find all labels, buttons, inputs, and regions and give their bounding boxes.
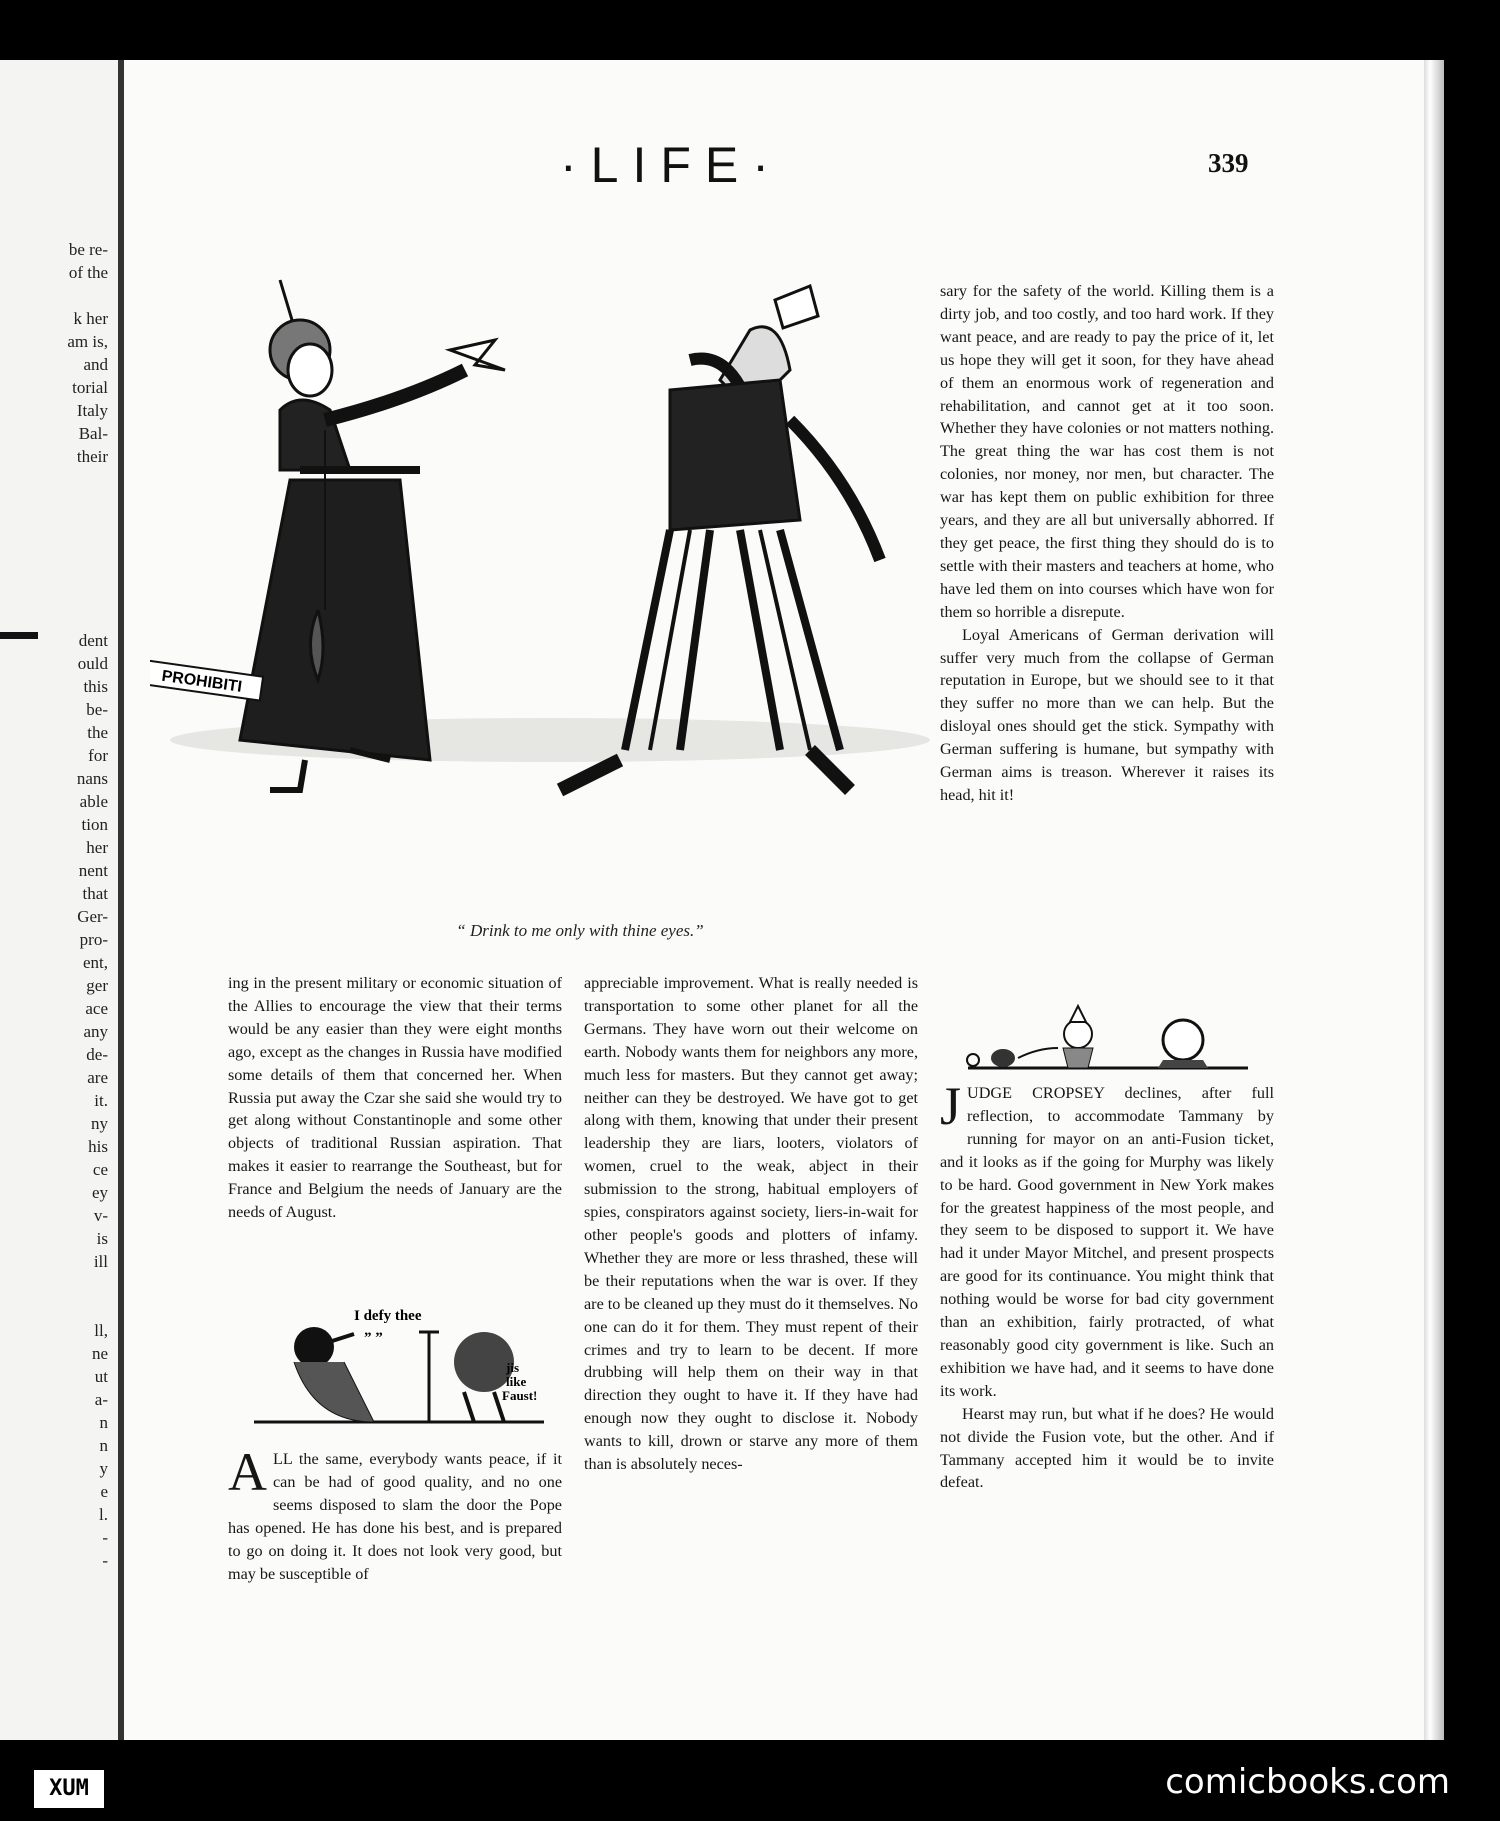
paragraph: Hearst may run, but what if he does? He would not divide the Fusion vote, but the other. And if Tammany accepted him it would be to invite defeat. xyxy=(940,1404,1274,1492)
facing-page-fragment: of the xyxy=(68,263,108,282)
facing-page-fragment: ger xyxy=(86,976,108,995)
paragraph: Loyal Americans of German derivation will suffer very much from the collapse of German reputation in Europe, but we should see to it that they suffer no more than we can help. But the disloyal ones should get the stick. Sympathy with German suffering is humane, but sympathy with German aims is treason. Wherever it raises its head, hit it! xyxy=(940,625,1274,804)
facing-page-fragment: nent xyxy=(78,861,108,880)
facing-page-fragment: ll, xyxy=(94,1321,108,1340)
facing-page-fragment: nans xyxy=(76,769,108,788)
facing-page-fragment: are xyxy=(87,1068,108,1087)
facing-page-fragment: ey xyxy=(91,1183,108,1202)
article-column-1-continued xyxy=(228,1442,562,1585)
archive-stamp: XUM xyxy=(34,1770,104,1808)
crow-figure xyxy=(294,1327,334,1367)
facing-page-fragment: pro- xyxy=(79,930,108,949)
devil-figure xyxy=(454,1332,514,1392)
facing-page-fragment: ill xyxy=(93,1252,108,1271)
facing-page-fragment: ould xyxy=(77,654,108,673)
magazine-title: ·LIFE· xyxy=(560,137,783,193)
paragraph: JUDGE CROPSEY declines, after full reflection, to accommodate Tammany by running for mayor on an anti-Fusion ticket, and it looks as if the going for Murphy was likely to be hard. Good government in New York makes for the greatest happiness of the most people, and they seem to be disposed to support it. We have had it under Mayor Mitchel, and present prospects are good for its continuance. You might think that nothing would be worse for bad city government than an exhibition, fairly protracted, of what reasonably good city government is like. Such an exhibition we have had, and it seems to have done its work. xyxy=(940,1076,1274,1400)
facing-page-fragment: ce xyxy=(92,1160,108,1179)
facing-page-fragment: any xyxy=(83,1022,108,1041)
facing-page-fragment: the xyxy=(87,723,108,742)
prohibition-woman-figure xyxy=(240,280,505,790)
facing-page-fragment: ny xyxy=(91,1114,108,1133)
facing-page-fragment: it. xyxy=(94,1091,108,1110)
vignette-text: Faust! xyxy=(502,1388,538,1403)
cartoon-caption: “ Drink to me only with thine eyes.” xyxy=(456,921,704,940)
facing-page-fragment: be re- xyxy=(68,240,108,259)
article-column-1 xyxy=(228,972,562,1224)
drop-cap: J xyxy=(940,1076,962,1136)
vignette-text: jis xyxy=(506,1360,519,1375)
facing-page-fragment: ent, xyxy=(82,953,108,972)
facing-page-fragment: de- xyxy=(86,1045,108,1064)
paragraph: appreciable improvement. What is really needed is transportation to some other planet for all the Germans. They have worn out their welcome on earth. Nobody wants them for neighbors any more, much less for masters. But they cannot get away; neither can they be destroyed. We have got to get along with them, knowing that under their present leadership they are liars, looters, violators of women, cruel to the weak, abject in their submission to the strong, habitual employers of spies, conspirators against society, liers-in-wait for other people's goods and plotters of infamy. Whether they are more or less thrashed, these will be their reputations when the war is over. If they are to be cleaned up they must do it themselves. No one can do it for them. They must repent of their crimes and try to learn to be decent. If more drubbing will help them on their way in that direction they ought to have it. If they have had enough now they ought to disclose it. Nobody wants to kill, drown or starve any more of them than is absolutely neces- xyxy=(584,974,919,1474)
facing-page-fragment: ace xyxy=(85,999,108,1018)
bulldog-figure xyxy=(1163,1020,1203,1060)
facing-page-fragment: k her xyxy=(73,309,108,328)
cartoon-illustration xyxy=(150,270,940,920)
facing-page-rule xyxy=(0,632,38,639)
facing-page-fragment: Ger- xyxy=(77,907,108,926)
facing-page-fragment: be- xyxy=(86,700,108,719)
paragraph: sary for the safety of the world. Killing them is a dirty job, and too costly, and too hard work. If they want peace, and are ready to pay the price of it, let us hope they will get it soon, for they have ahead of them an enormous work of regeneration and rehabilitation, and cannot get at it too soon. Whether they have colonies or not matters nothing. The great thing the war has cost them is not colonies, nor money, nor men, but character. The war has kept them on public exhibition for three years, and they are all but universally abhorred. If they get peace, the first thing they should do is to settle with their masters and teachers at home, who have led them on into courses which have won for them so horrible a disrepute. xyxy=(940,282,1274,621)
facing-page-fragment: Italy xyxy=(76,401,108,420)
page-number: 339 xyxy=(1208,148,1249,178)
devil-vignette-illustration xyxy=(234,1302,554,1442)
facing-page-edge xyxy=(0,60,118,1740)
facing-page-fragment: tion xyxy=(81,815,108,834)
skirt-label-text: PROHIBITI xyxy=(160,667,244,696)
vignette-quote-marks: ” ” xyxy=(364,1330,383,1346)
facing-page-fragment: torial xyxy=(72,378,108,397)
paragraph: ALL the same, everybody wants peace, if it can be had of good quality, and no one seems disposed to slam the door the Pope has opened. He has done his best, and is prepared to go on doing it. It does not look very good, but may be susceptible of xyxy=(228,1442,562,1583)
facing-page-fragment: that xyxy=(82,884,108,903)
facing-page-fragment: y xyxy=(99,1459,108,1478)
facing-page-fragment: a- xyxy=(94,1390,108,1409)
drop-cap: A xyxy=(228,1442,267,1502)
vignette-speech-text: I defy thee xyxy=(354,1308,422,1324)
facing-page-fragment: am is, xyxy=(67,332,108,351)
facing-page-fragment: v- xyxy=(93,1206,108,1225)
facing-page-fragment: and xyxy=(83,355,108,374)
facing-page-fragment: his xyxy=(88,1137,108,1156)
striped-trousers xyxy=(625,530,840,750)
facing-page-fragment: Bal- xyxy=(78,424,108,443)
facing-page-fragment: ut xyxy=(94,1367,108,1386)
page-edge xyxy=(1424,60,1444,1740)
facing-page-fragment: l. xyxy=(99,1505,108,1524)
article-column-3 xyxy=(940,280,1274,807)
facing-page-fragment: - xyxy=(102,1528,108,1547)
facing-page-fragment: ne xyxy=(91,1344,108,1363)
facing-page-fragment: - xyxy=(102,1551,108,1570)
facing-page-fragment: able xyxy=(79,792,108,811)
watermark: comicbooks.com xyxy=(1165,1762,1450,1802)
paragraph: ing in the present military or economic situation of the Allies to encourage the view that their terms would be any easier than they were eight months ago, except as the changes in Russia have modified some details of them that concerned her. When Russia put away the Czar she said she would try to get along without Constantinople and some other objects of traditional Russian aspiration. That makes it easier to rearrange the Southeast, but for France and Belgium the needs of January are the needs of August. xyxy=(228,974,562,1222)
facing-page-fragment: dent xyxy=(78,631,108,650)
article-column-3-continued xyxy=(940,1076,1274,1494)
facing-page-fragment: for xyxy=(88,746,108,765)
article-column-2 xyxy=(584,972,918,1476)
facing-page-fragment: e xyxy=(100,1482,108,1501)
facing-page-fragment: n xyxy=(99,1413,108,1432)
facing-page-fragment: n xyxy=(99,1436,108,1455)
facing-page-fragment: is xyxy=(96,1229,108,1248)
uncle-sam-figure xyxy=(560,286,880,790)
children-vignette-illustration xyxy=(958,1004,1258,1074)
woman-skirt-label xyxy=(150,660,263,700)
facing-page-fragment: this xyxy=(83,677,108,696)
clown-figure xyxy=(1064,1020,1092,1048)
facing-page-fragment: her xyxy=(86,838,108,857)
vignette-text: like xyxy=(506,1374,527,1389)
facing-page-fragment: their xyxy=(76,447,108,466)
